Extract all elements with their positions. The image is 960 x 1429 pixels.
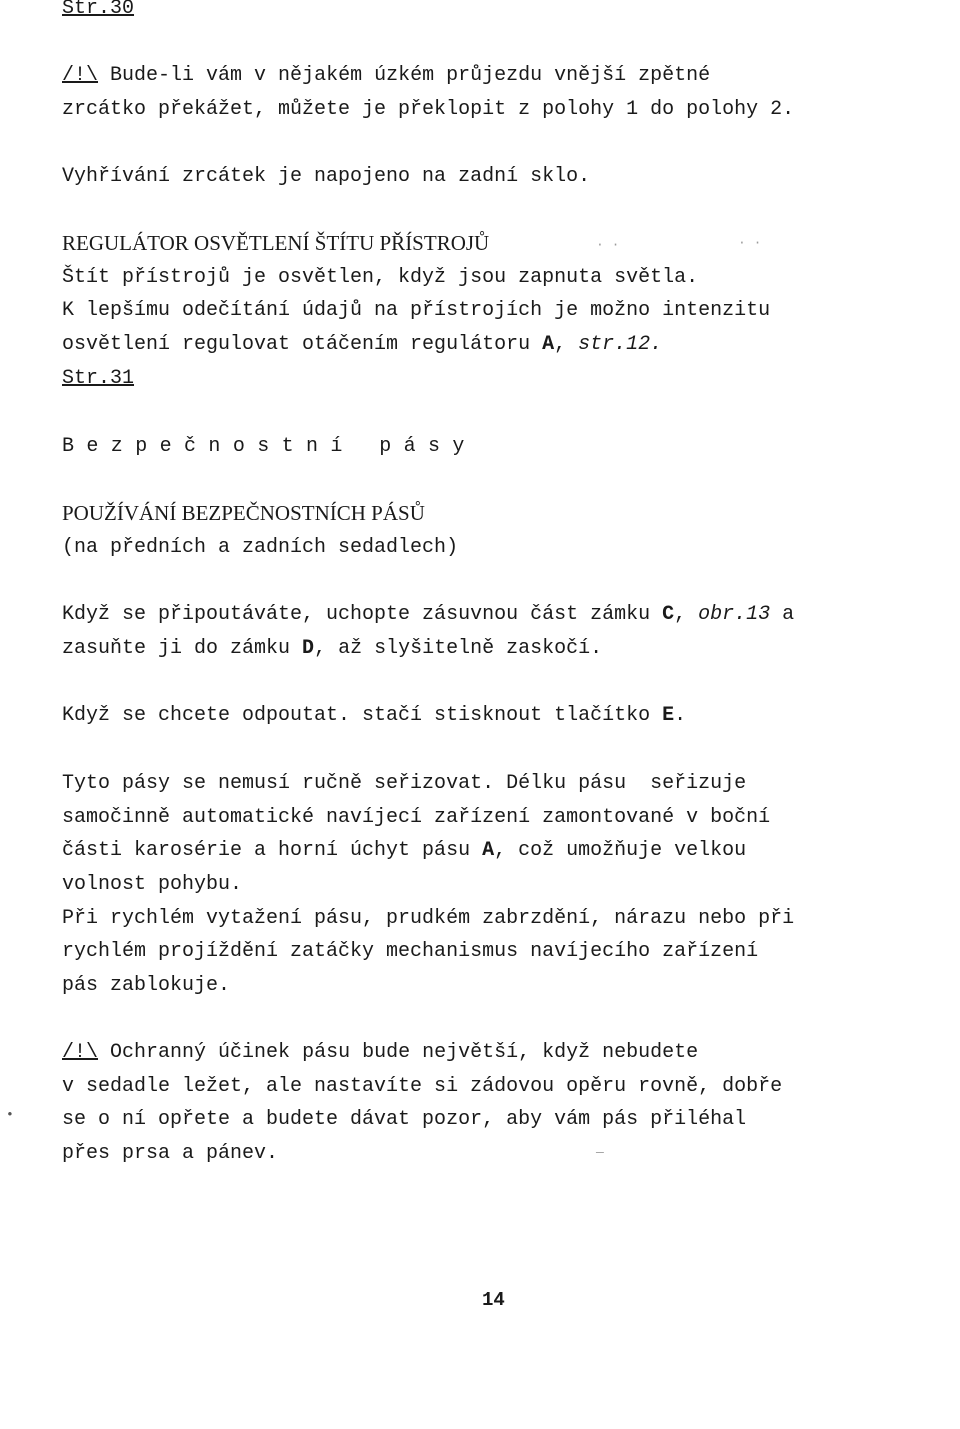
belts-p1-line2: zasuňte ji do zámku D, až slyšitelně zaskočí. [62,637,603,660]
belt-warning-line2: v sedadle ležet, ale nastavíte si zádovou opěru rovně, dobře [62,1075,783,1098]
figure-reference: obr.13 [698,603,771,626]
dash-light-line1: Štít přístrojů je osvětlen, když jsou zapnuta světla. [62,266,699,289]
scan-speck: — [596,1145,604,1160]
belts-p2: Když se chcete odpoutat. stačí stisknout tlačítko E. [62,704,687,727]
scan-speck: • [6,1107,14,1122]
belts-p4-line2: rychlém projíždění zatáčky mechanismus navíjecího zařízení [62,940,759,963]
heating-note: Vyhřívání zrcátek je napojeno na zadní sklo. [62,165,591,188]
page-ref-mid: Str.31 [62,367,135,390]
belt-warning-line1: /!\ Ochranný účinek pásu bude největší, když nebudete [62,1041,699,1064]
section-title: Bezpečnostní pásy [62,435,477,458]
dash-light-line2: K lepšímu odečítání údajů na přístrojích je možno intenzitu [62,299,771,322]
warning-triangle-icon: /!\ [62,64,99,87]
belts-p3-line1: Tyto pásy se nemusí ručně seřizovat. Délku pásu seřizuje [62,772,747,795]
cross-reference: str.12. [578,333,663,356]
page-ref-top: Str.30 [62,0,135,20]
scan-speck: · · [738,235,762,250]
dash-light-heading: REGULÁTOR OSVĚTLENÍ ŠTÍTU PŘÍSTROJŮ [62,231,490,255]
mirror-warning-line2: zrcátko překážet, můžete je překlopit z polohy 1 do polohy 2. [62,98,795,121]
belts-heading: POUŽÍVÁNÍ BEZPEČNOSTNÍCH PÁSŮ [62,501,425,525]
belts-p3-line4: volnost pohybu. [62,873,243,896]
belts-p3-line3: části karosérie a horní úchyt pásu A, což umožňuje velkou [62,839,747,862]
warning-triangle-icon: /!\ [62,1041,99,1064]
belts-p1-line1: Když se připoutáváte, uchopte zásuvnou část zámku C, obr.13 a [62,603,795,626]
belts-subheading: (na předních a zadních sedadlech) [62,536,459,559]
page-number: 14 [482,1289,505,1311]
scan-speck: · · [596,237,620,252]
belt-warning-line4: přes prsa a pánev. [62,1142,279,1165]
mirror-warning-line1: /!\ Bude-li vám v nějakém úzkém průjezdu vnější zpětné [62,64,711,87]
belts-p4-line3: pás zablokuje. [62,974,231,997]
belts-p3-line2: samočinně automatické navíjecí zařízení zamontované v boční [62,806,771,829]
belts-p4-line1: Při rychlém vytažení pásu, prudkém zabrzdění, nárazu nebo při [62,907,795,930]
belt-warning-line3: se o ní opřete a budete dávat pozor, aby vám pás přiléhal [62,1108,747,1131]
dash-light-line3: osvětlení regulovat otáčením regulátoru A, str.12. [62,333,663,356]
